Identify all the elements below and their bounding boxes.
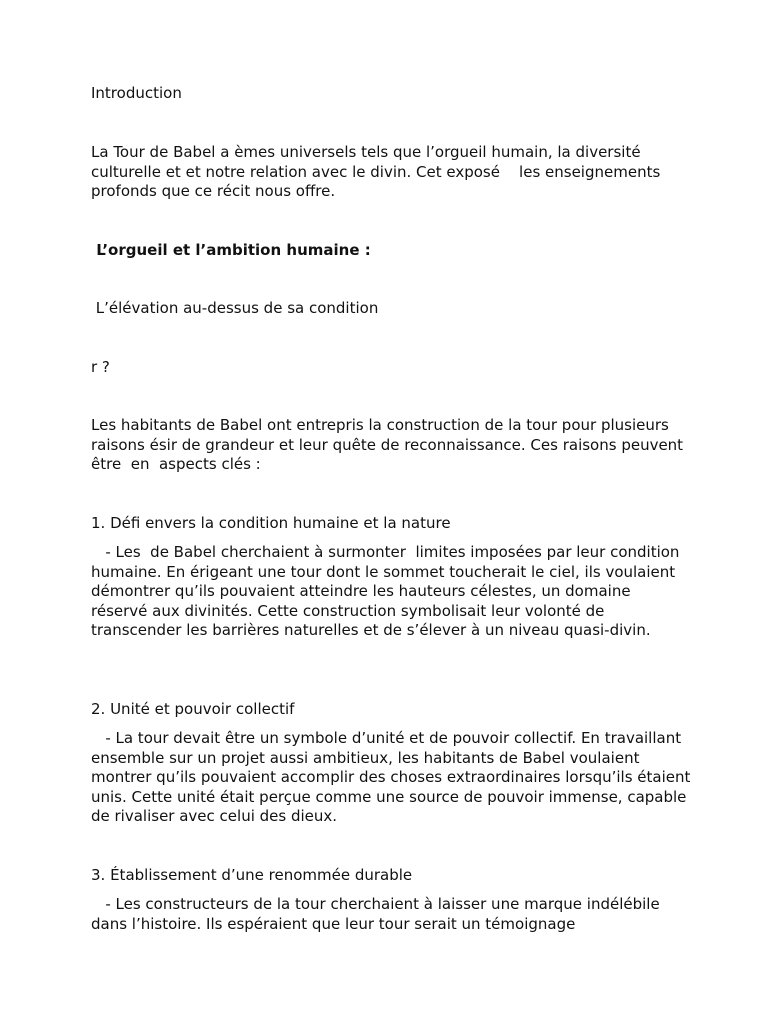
document-title: Introduction: [91, 84, 182, 102]
point-3-heading: 3. Établissement d’une renommée durable: [91, 866, 413, 884]
section-heading: L’orgueil et l’ambition humaine :: [91, 241, 371, 259]
point-1-heading: 1. Défi envers la condition humaine et la nature: [91, 514, 451, 532]
body-paragraph: Les habitants de Babel ont entrepris la construction de la tour pour plusieurs raisons ésir de grandeur et leur quête de reconnaissance. Ces raisons peuvent être en aspects clés :: [91, 416, 688, 474]
point-3-text: - Les constructeurs de la tour cherchaient à laisser une marque indélébile dans l’histoire. Ils espéraient que leur tour serait un témoignage: [91, 895, 665, 933]
question-line: r ?: [91, 358, 110, 376]
subheading: L’élévation au-dessus de sa condition: [91, 299, 379, 317]
point-2-heading: 2. Unité et pouvoir collectif: [91, 700, 295, 718]
point-2-text: - La tour devait être un symbole d’unité et de pouvoir collectif. En travaillant ensemble sur un projet aussi ambitieux, les habitants de Babel voulaient montrer qu’ils pouvaient accomplir des choses extraordinaires lorsqu’ils étaient unis. Cette unité était perçue comme une source de pouvoir immense, capable de rivaliser avec celui des dieux.: [91, 729, 696, 826]
intro-paragraph: La Tour de Babel a èmes universels tels que l’orgueil humain, la diversité culturelle et et notre relation avec le divin. Cet exposé les enseignements profonds que ce récit nous offre.: [91, 143, 666, 201]
point-1-text: - Les de Babel cherchaient à surmonter limites imposées par leur condition humaine. En érigeant une tour dont le sommet toucherait le ciel, ils voulaient démontrer qu’ils pouvaient atteindre les hauteurs célestes, un domaine réservé aux divinités. Cette construction symbolisait leur volonté de transcender les barrières naturelles et de s’élever à un niveau quasi-divin.: [91, 543, 685, 640]
